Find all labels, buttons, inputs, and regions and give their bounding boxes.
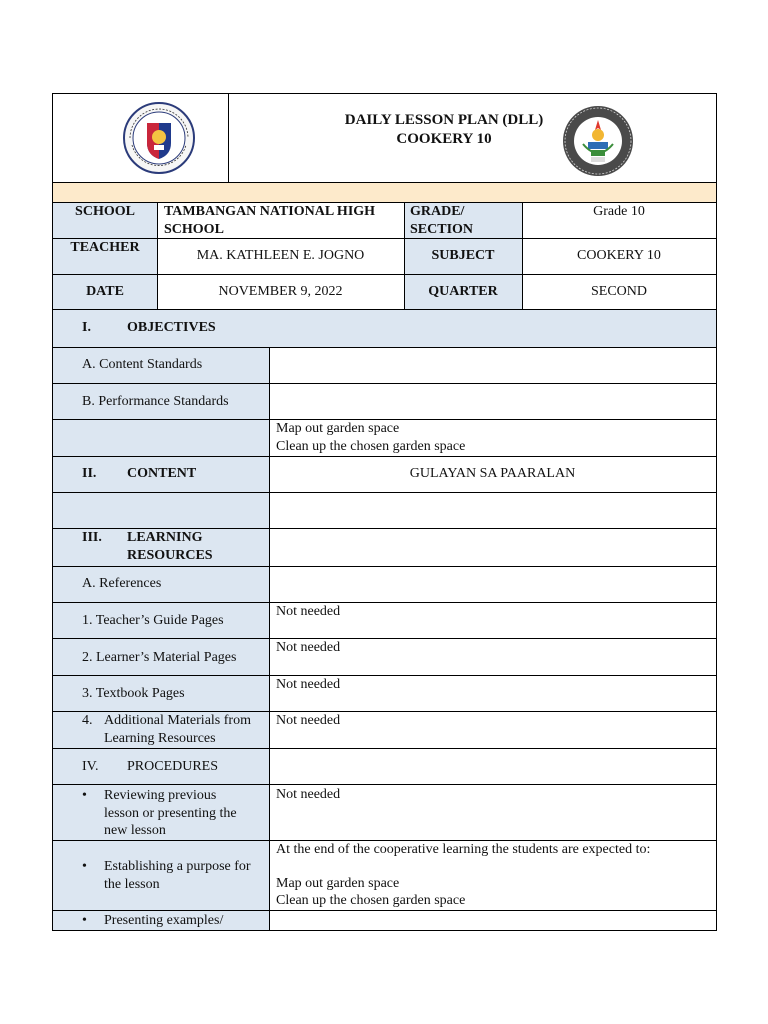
quarter-value: SECOND xyxy=(590,284,647,299)
purpose-value-line1: At the end of the cooperative learning the students are expected to: xyxy=(276,842,651,857)
performance-standards-label: B. Performance Standards xyxy=(82,394,229,409)
presenting-label: Presenting examples/ xyxy=(104,913,224,928)
school-value-line2: SCHOOL xyxy=(164,222,224,237)
resources-heading-line2: RESOURCES xyxy=(127,548,213,563)
bullet-icon: • xyxy=(82,788,87,803)
content-value: GULAYAN SA PAARALAN xyxy=(409,466,576,481)
references-label: A. References xyxy=(82,576,162,591)
grade-label-line2: SECTION xyxy=(410,222,474,237)
date-label: DATE xyxy=(86,284,124,299)
grade-label-line1: GRADE/ xyxy=(410,204,465,219)
reviewing-value: Not needed xyxy=(276,787,341,802)
learners-material-label: 2. Learner’s Material Pages xyxy=(82,650,237,665)
content-number: II. xyxy=(82,466,97,481)
teacher-value: MA. KATHLEEN E. JOGNO xyxy=(196,248,365,263)
learners-material-value: Not needed xyxy=(276,640,341,655)
deped-seal-logo xyxy=(122,101,196,175)
date-value: NOVEMBER 9, 2022 xyxy=(218,284,343,299)
textbook-pages-value: Not needed xyxy=(276,677,341,692)
purpose-value-line2: Map out garden space xyxy=(276,876,400,891)
quarter-label: QUARTER xyxy=(428,284,498,299)
additional-materials-value: Not needed xyxy=(276,713,341,728)
teacher-label: TEACHER xyxy=(70,240,140,255)
competency-line2: Clean up the chosen garden space xyxy=(276,439,466,454)
content-heading: CONTENT xyxy=(127,466,197,481)
subject-label: SUBJECT xyxy=(431,248,495,263)
content-standards-label: A. Content Standards xyxy=(82,357,203,372)
bullet-icon: • xyxy=(82,913,87,928)
purpose-value-line3: Clean up the chosen garden space xyxy=(276,893,466,908)
additional-materials-number: 4. xyxy=(82,713,93,728)
competency-line1: Map out garden space xyxy=(276,421,400,436)
reviewing-line2: lesson or presenting the xyxy=(104,806,237,821)
spacer-bar xyxy=(53,183,716,202)
grade-value: Grade 10 xyxy=(593,204,645,219)
procedures-heading: PROCEDURES xyxy=(127,759,219,774)
purpose-line2: the lesson xyxy=(104,877,160,892)
teachers-guide-label: 1. Teacher’s Guide Pages xyxy=(82,613,224,628)
purpose-line1: Establishing a purpose for xyxy=(104,859,251,874)
subject-value: COOKERY 10 xyxy=(577,248,661,263)
objectives-number: I. xyxy=(82,320,91,335)
reviewing-line1: Reviewing previous xyxy=(104,788,217,803)
school-label: SCHOOL xyxy=(75,204,135,219)
objectives-heading: OBJECTIVES xyxy=(127,320,216,335)
school-value-line1: TAMBANGAN NATIONAL HIGH xyxy=(164,204,376,219)
resources-heading-line1: LEARNING xyxy=(127,530,203,545)
textbook-pages-label: 3. Textbook Pages xyxy=(82,686,185,701)
document-title-line2: COOKERY 10 xyxy=(396,131,492,147)
teachers-guide-value: Not needed xyxy=(276,604,341,619)
bullet-icon: • xyxy=(82,859,87,874)
resources-number: III. xyxy=(82,530,102,545)
reviewing-line3: new lesson xyxy=(104,823,166,838)
additional-materials-line1: Additional Materials from xyxy=(104,713,251,728)
additional-materials-line2: Learning Resources xyxy=(104,731,216,746)
document-title-line1: DAILY LESSON PLAN (DLL) xyxy=(344,112,544,128)
procedures-number: IV. xyxy=(82,759,99,774)
